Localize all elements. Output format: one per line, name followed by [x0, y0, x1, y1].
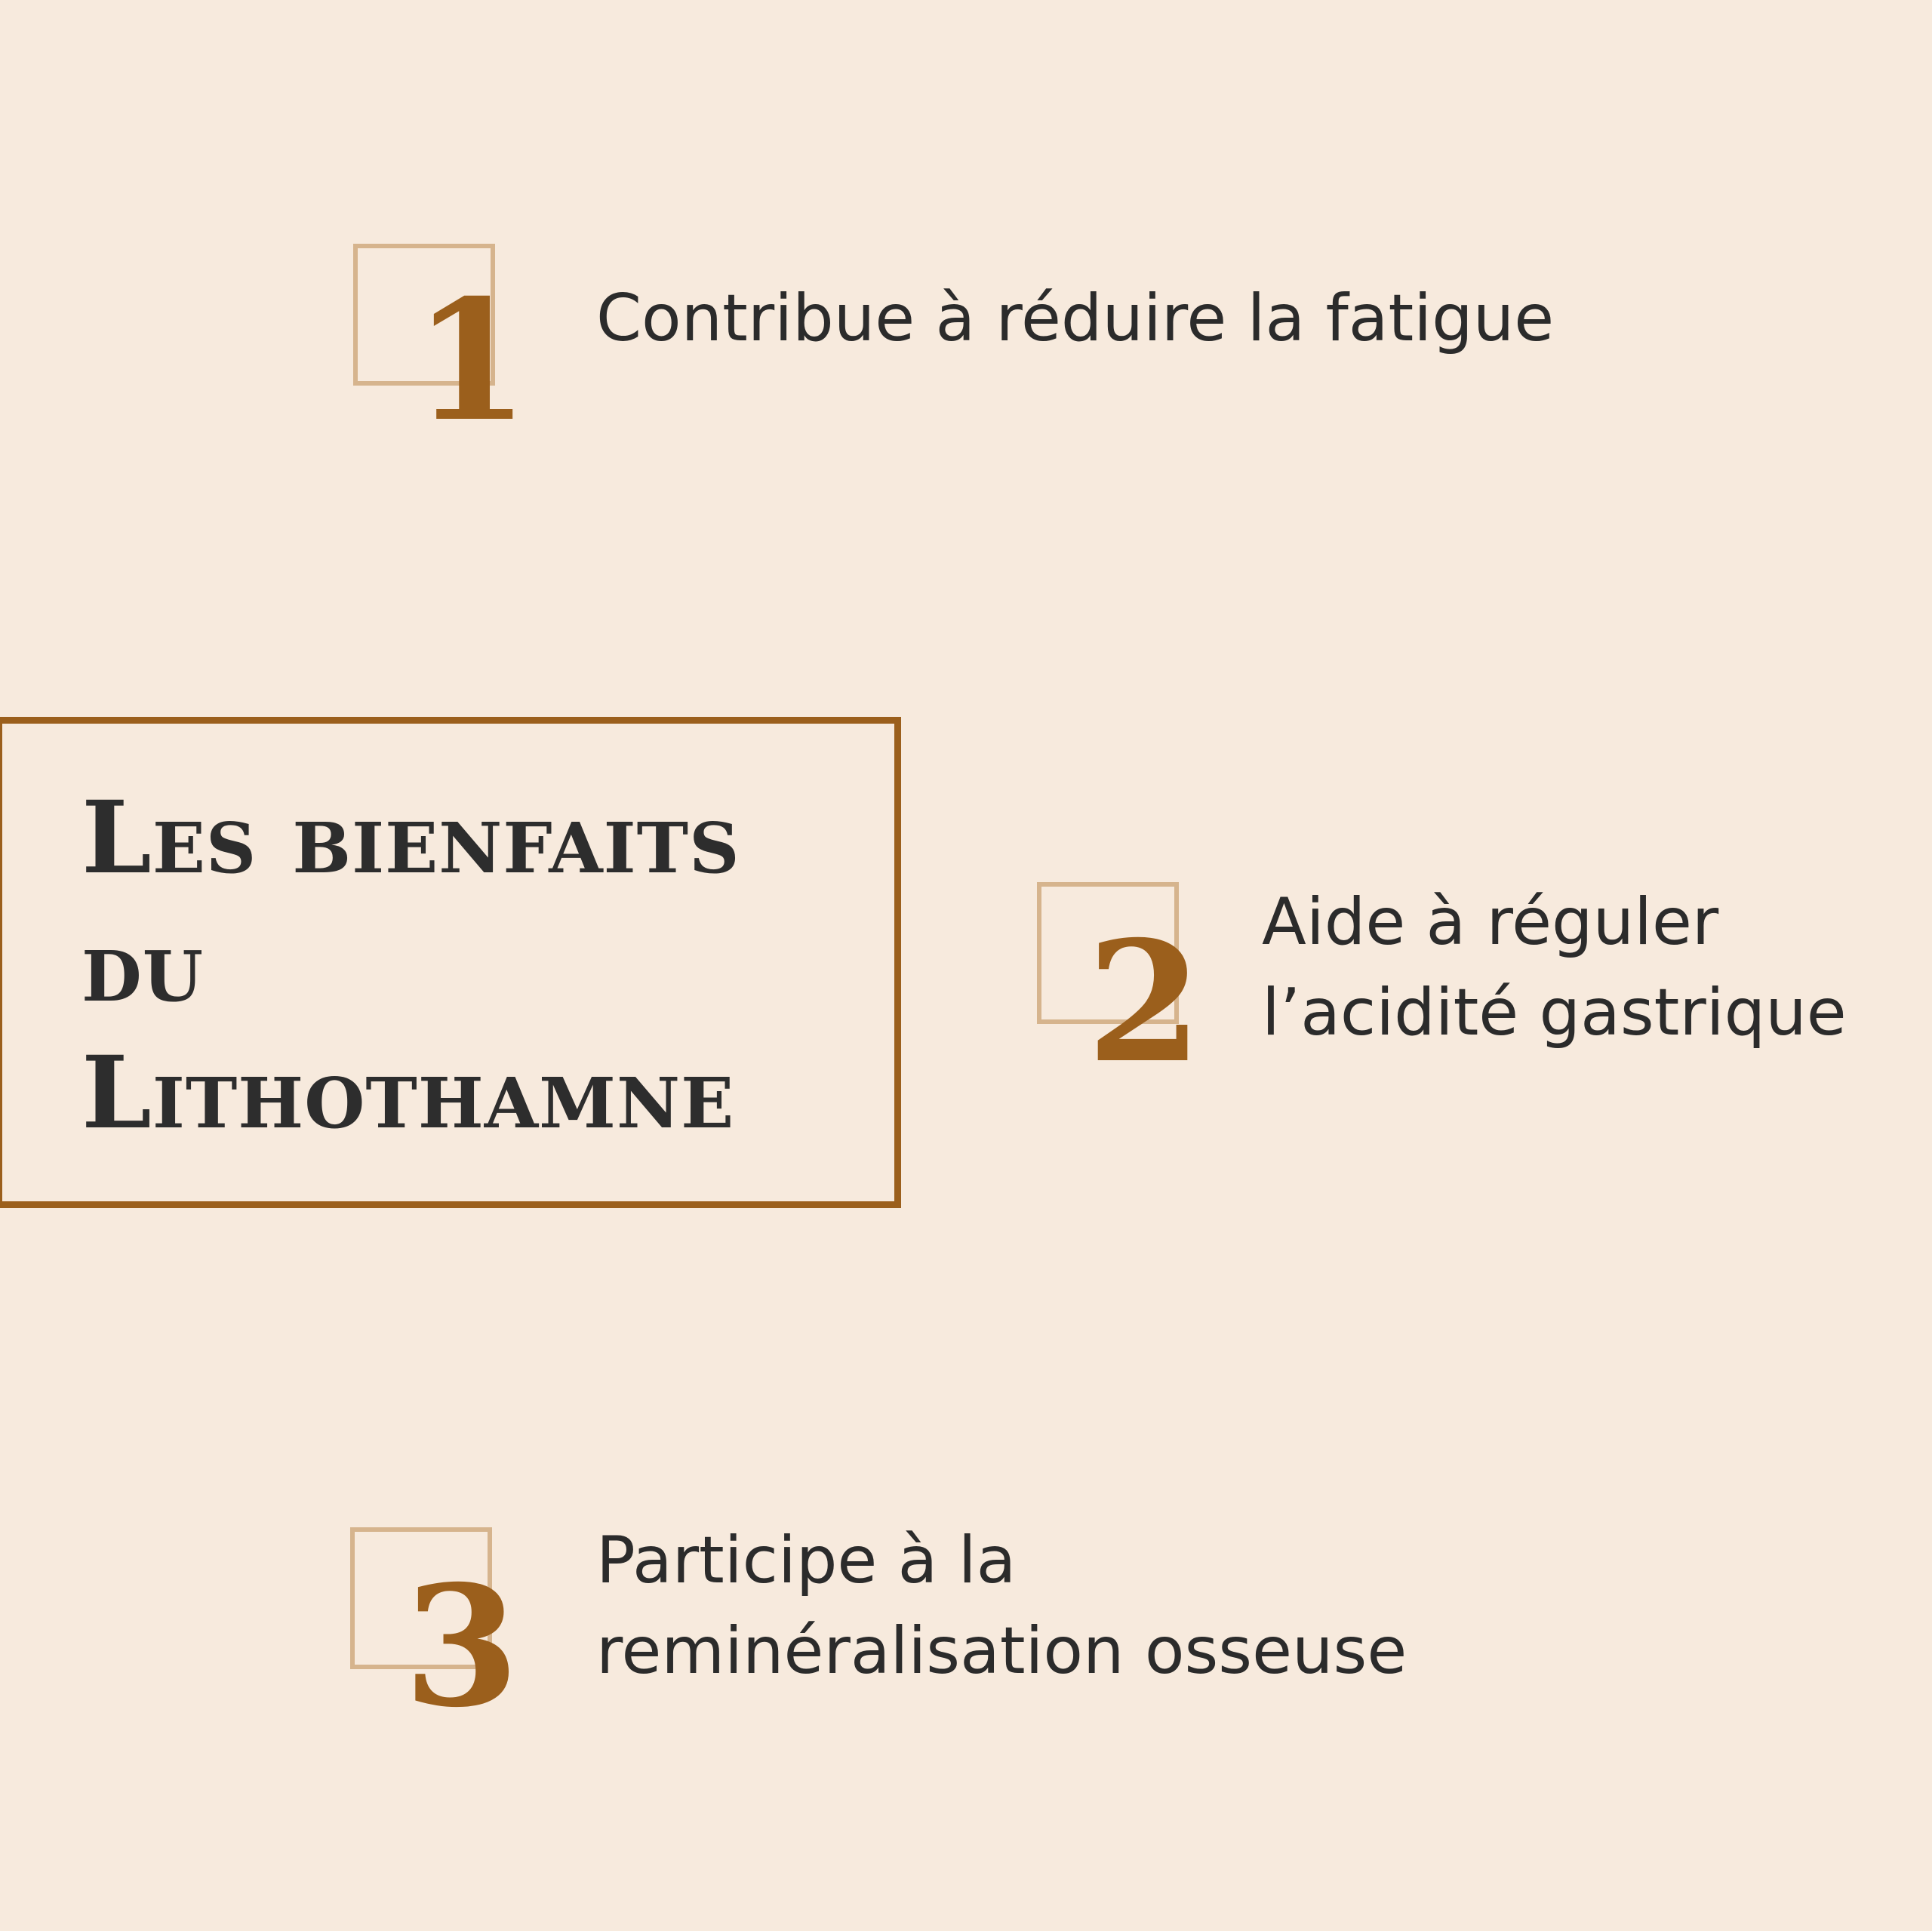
number-3: 3 — [404, 1548, 520, 1744]
benefit-text-1 — [596, 273, 1554, 364]
benefit-3-line-2: reminéralisation osseuse — [596, 1613, 1407, 1689]
title-line-2: du — [82, 908, 205, 1025]
number-2: 2 — [1087, 904, 1203, 1099]
benefit-1-line-1: Contribue à réduire la fatigue — [596, 281, 1555, 356]
benefit-2-line-1: Aide à réguler — [1262, 884, 1719, 960]
title-line-3: Lithothamne — [82, 1035, 735, 1152]
number-1: 1 — [414, 263, 530, 458]
benefit-text-2 — [1262, 877, 1847, 1058]
benefit-3-line-1: Participe à la — [596, 1523, 1017, 1598]
benefit-2-line-2: l’acidité gastrique — [1262, 975, 1847, 1050]
benefit-text-3 — [596, 1515, 1407, 1696]
title-line-1: Les bienfaits — [82, 779, 740, 896]
